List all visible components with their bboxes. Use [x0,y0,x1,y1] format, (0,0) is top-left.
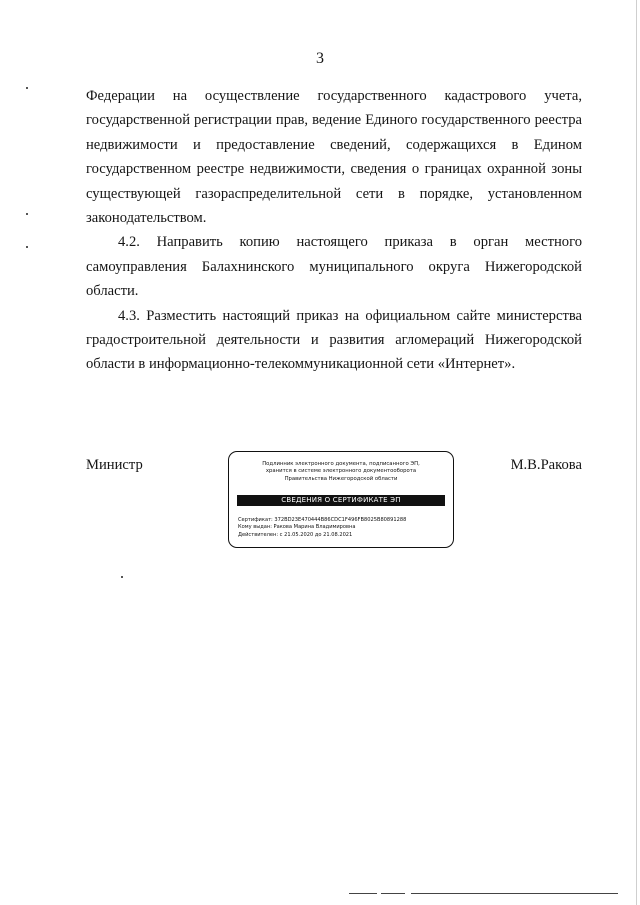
paragraph-continuation: Федерации на осуществление государственного кадастрового учета, государственной регистрации прав, ведение Единого государственного реестра недвижимости и предоставление сведений, содержащихся в Едином государственном реестре недвижимости, сведения о границах охранной зоны существующей газораспределительной сети в порядке, установленном законодательством. [86,88,582,227]
signatory-title: Министр [86,457,143,473]
stamp-header-line: хранится в системе электронного документооборота [265,468,417,475]
bottom-scan-line [411,893,618,894]
scan-speck [121,576,123,578]
certificate-owner: Кому выдан: Ракова Марина Владимировна [238,524,356,531]
certificate-validity: Действителен: с 21.05.2020 до 21.08.2021 [238,531,353,538]
electronic-signature-stamp [228,451,454,548]
document-body [86,84,582,377]
page-number: 3 [316,50,324,67]
stamp-details [238,517,447,539]
bottom-scan-line [381,893,405,894]
stamp-banner: СВЕДЕНИЯ О СЕРТИФИКАТЕ ЭП [237,495,445,506]
signatory-name: М.В.Ракова [510,457,582,473]
stamp-header-line: Подлинник электронного документа, подписанного ЭП, [262,461,420,467]
stamp-header-line: Правительства Нижегородской области [284,475,398,482]
bottom-scan-line [349,893,377,894]
scan-border [636,0,637,905]
scan-speck [26,246,28,248]
paragraph-4-2: 4.2. Направить копию настоящего приказа в орган местного самоуправления Балахнинского муниципального округа Нижегородской области. [86,234,582,300]
scan-speck [26,87,28,89]
paragraph-4-3: 4.3. Разместить настоящий приказ на официальном сайте министерства градостроительной деятельности и развития агломераций Нижегородской области в информационно-телекоммуникационной сети «Интернет». [86,307,582,373]
certificate-number: Сертификат: 372BD23E470444B86CDC1F496FB8025B80891288 [238,517,407,523]
stamp-header [237,461,445,483]
scan-speck [26,213,28,215]
